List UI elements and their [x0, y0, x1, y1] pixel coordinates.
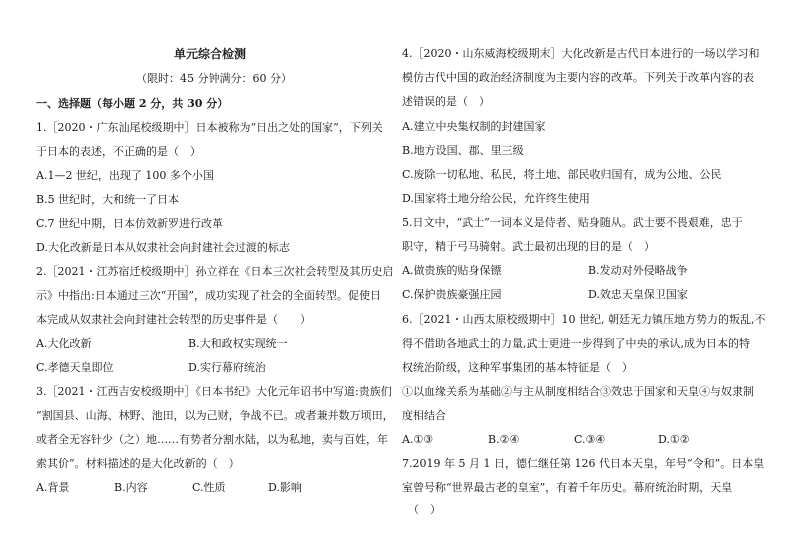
option-a: A.1—2 世纪，出现了 100 多个小国	[36, 169, 214, 182]
question-stem-line: 2.［2021・江苏宿迁校级期中］孙立祥在《日本三次社会转型及其历史启	[36, 265, 394, 278]
option-d: D.国家将土地分给公民，允许终生使用	[402, 192, 590, 205]
question-stem-line: 度相结合	[402, 409, 446, 422]
option-c: C.7 世纪中期，日本仿效新罗进行改革	[36, 217, 224, 230]
options-row	[402, 288, 762, 302]
option-c: C.废除一切私地、私民，将土地、部民收归国有，成为公地、公民	[402, 168, 722, 181]
option-a: A.①③	[402, 433, 434, 446]
question-stem-line: 权统治阶级，这种军事集团的基本特征是（ ）	[402, 361, 633, 374]
option-a: A.大化改新	[36, 337, 92, 350]
question-stem-line: 示》中指出:日本通过三次“开国”，成功实现了社会的全面转型。促使日	[36, 289, 381, 302]
option-b: B.发动对外侵略战争	[588, 264, 688, 277]
options-row	[36, 361, 396, 375]
question-stem-line: 索其价”。材料描述的是大化改新的（ ）	[36, 457, 240, 470]
option-c: C.性质	[192, 481, 226, 494]
question-stem-line: 1.［2020・广东汕尾校级期中］日本被称为“日出之处的国家”，下列关	[36, 121, 383, 134]
option-b: B.地方设国、郡、里三级	[402, 144, 524, 157]
question-stem-line: ①以血缘关系为基础②与主从制度相结合③效忠于国家和天皇④与奴隶制	[402, 385, 754, 398]
option-a: A.建立中央集权制的封建国家	[402, 120, 546, 133]
question-stem-line: 7.2019 年 5 月 1 日，德仁继任第 126 代日本天皇，年号“令和”。日本皇	[402, 457, 765, 470]
option-d: D.效忠天皇保卫国家	[588, 288, 688, 301]
question-stem-line: 5.日文中，“武士”一词本义是侍者、贴身随从。武士要不畏艰难，忠于	[402, 216, 743, 229]
option-c: C.保护贵族豪强庄园	[402, 288, 502, 301]
page-title: 单元综合检测	[174, 47, 247, 61]
option-b: B.5 世纪时，大和统一了日本	[36, 193, 180, 206]
option-c: C.③④	[574, 433, 606, 446]
option-d: D.实行幕府统治	[188, 361, 266, 374]
question-stem-line: 或者全无容针少（之）地……有势者分割水陆，以为私地，卖与百姓，年	[36, 433, 388, 446]
time-limit: （限时：45 分钟满分：60 分）	[136, 72, 292, 85]
section-heading: 一、选择题（每小题 2 分，共 30 分）	[36, 97, 229, 110]
option-a: A.做贵族的贴身保镖	[402, 264, 502, 277]
question-stem-line: 职守，精于弓马骑射。武士最初出现的目的是（ ）	[402, 240, 655, 253]
question-stem-line: 6.［2021・山西太原校级期中］10 世纪, 朝廷无力镇压地方势力的叛乱,不	[402, 313, 766, 326]
option-d: D.影响	[268, 481, 302, 494]
option-d: D.①②	[658, 433, 690, 446]
question-stem-line: 模仿古代中国的政治经济制度为主要内容的改革。下列关于改革内容的表	[402, 71, 754, 84]
option-c: C.孝德天皇即位	[36, 361, 114, 374]
question-stem-line: 于日本的表述，不正确的是（ ）	[36, 145, 201, 158]
option-d: D.大化改新是日本从奴隶社会向封建社会过渡的标志	[36, 241, 290, 254]
question-stem-line: 4.［2020・山东威海校级期末］大化改新是古代日本进行的一场以学习和	[402, 47, 760, 60]
question-stem-line: 述错误的是（ ）	[402, 95, 490, 108]
question-stem-line: 本完成从奴隶社会向封建社会转型的历史事件是（ ）	[36, 313, 311, 326]
options-row	[36, 337, 396, 351]
answer-bracket: （ ）	[408, 503, 441, 516]
option-b: B.内容	[114, 481, 148, 494]
option-b: B.②④	[488, 433, 520, 446]
options-row	[36, 481, 396, 495]
question-stem-line: 室曾号称“世界最古老的皇室”，有着千年历史。幕府统治时期，天皇	[402, 481, 733, 494]
question-stem-line: 3.［2021・江西吉安校级期中］《日本书纪》大化元年诏书中写道:贵族们	[36, 385, 392, 398]
option-b: B.大和政权实现统一	[188, 337, 288, 350]
question-stem-line: 得不借助各地武士的力量,武士更进一步得到了中央的承认,成为日本的特	[402, 337, 750, 350]
options-row	[402, 433, 762, 447]
options-row	[402, 264, 762, 278]
option-a: A.背景	[36, 481, 70, 494]
question-stem-line: “割国县、山海、林野、池田，以为己财，争战不已。或者兼并数万顷田，	[36, 409, 394, 422]
